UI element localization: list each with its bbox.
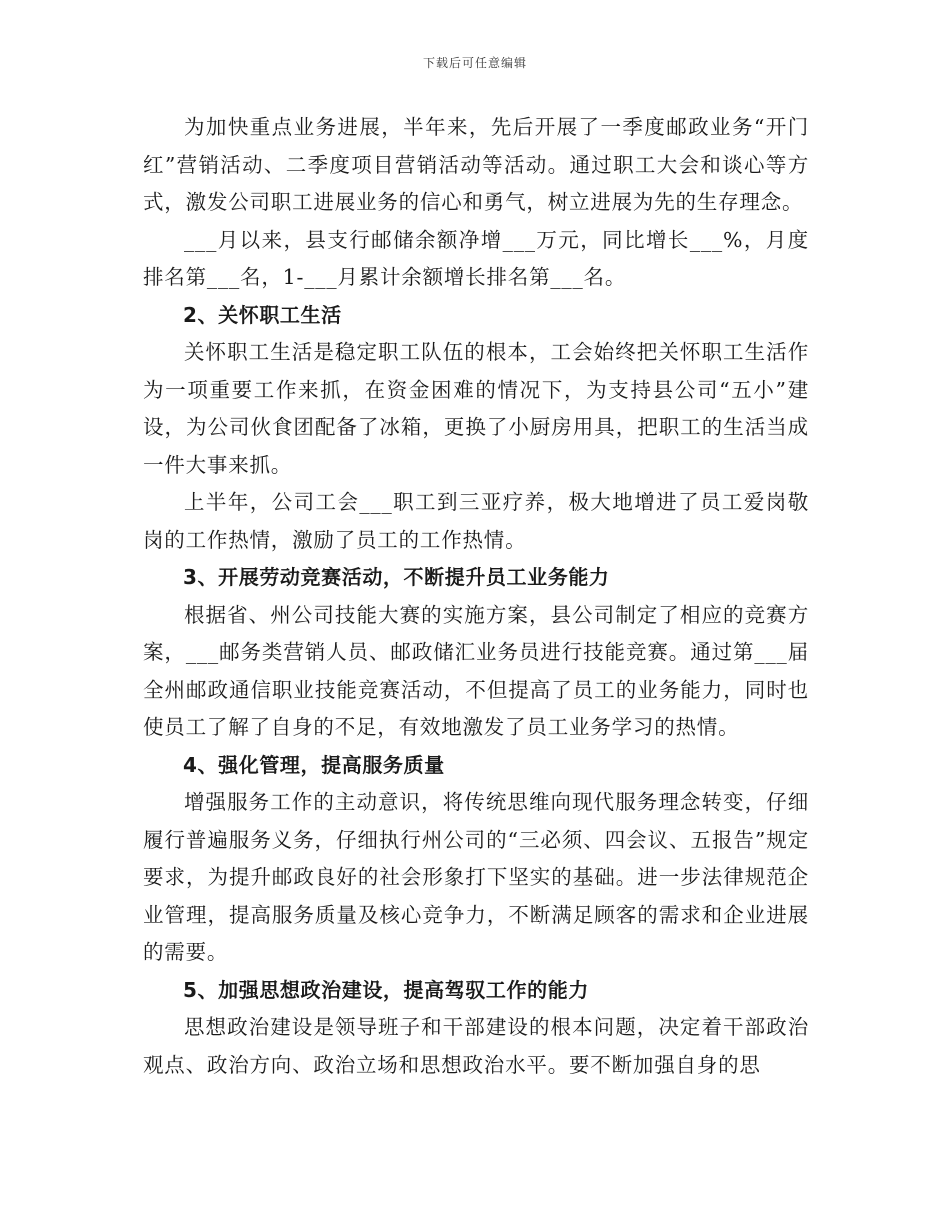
document-body: [143, 109, 809, 1084]
paragraph-sanatorium: 上半年，公司工会___职工到三亚疗养，极大地增进了员工爱岗敬岗的工作热情，激励了员工的工作热情。: [143, 490, 809, 552]
paragraph-political-building: 思想政治建设是领导班子和干部建设的根本问题，决定着干部政治观点、政治方向、政治立场和思想政治水平。要不断加强自身的思: [143, 1015, 809, 1077]
paragraph-care-staff: 关怀职工生活是稳定职工队伍的根本，工会始终把关怀职工生活作为一项重要工作来抓，在资金困难的情况下，为支持县公司“五小”建设，为公司伙食团配备了冰箱，更换了小厨房用具，把职工的生活当成一件大事来抓。: [143, 340, 809, 477]
paragraph-marketing: 为加快重点业务进展，半年来，先后开展了一季度邮政业务“开门红”营销活动、二季度项目营销活动等活动。通过职工大会和谈心等方式，激发公司职工进展业务的信心和勇气，树立进展为先的生存理念。: [143, 115, 809, 214]
header-note: 下载后可任意编辑: [422, 56, 527, 70]
heading-management: 4、强化管理，提高服务质量: [183, 752, 445, 777]
paragraph-savings-stats: ___月以来，县支行邮储余额净增___万元，同比增长___%，月度排名第___名，1-___月累计余额增长排名第___名。: [143, 227, 809, 289]
paragraph-management: 增强服务工作的主动意识，将传统思维向现代服务理念转变，仔细履行普遍服务义务，仔细执行州公司的“三必须、四会议、五报告”规定要求，为提升邮政良好的社会形象打下坚实的基础。进一步法律规范企业管理，提高服务质量及核心竞争力，不断满足顾客的需求和企业进展的需要。: [143, 790, 809, 964]
heading-political-building: 5、加强思想政治建设，提高驾驭工作的能力: [183, 977, 589, 1002]
heading-labor-competition: 3、开展劳动竞赛活动，不断提升员工业务能力: [183, 565, 610, 589]
paragraph-labor-competition: 根据省、州公司技能大赛的实施方案，县公司制定了相应的竞赛方案，___邮务类营销人员、邮政储汇业务员进行技能竞赛。通过第___届全州邮政通信职业技能竞赛活动，不但提高了员工的业务能力，同时也使员工了解了自身的不足，有效地激发了员工业务学习的热情。: [143, 602, 809, 739]
heading-care-staff: 2、关怀职工生活: [183, 302, 342, 327]
